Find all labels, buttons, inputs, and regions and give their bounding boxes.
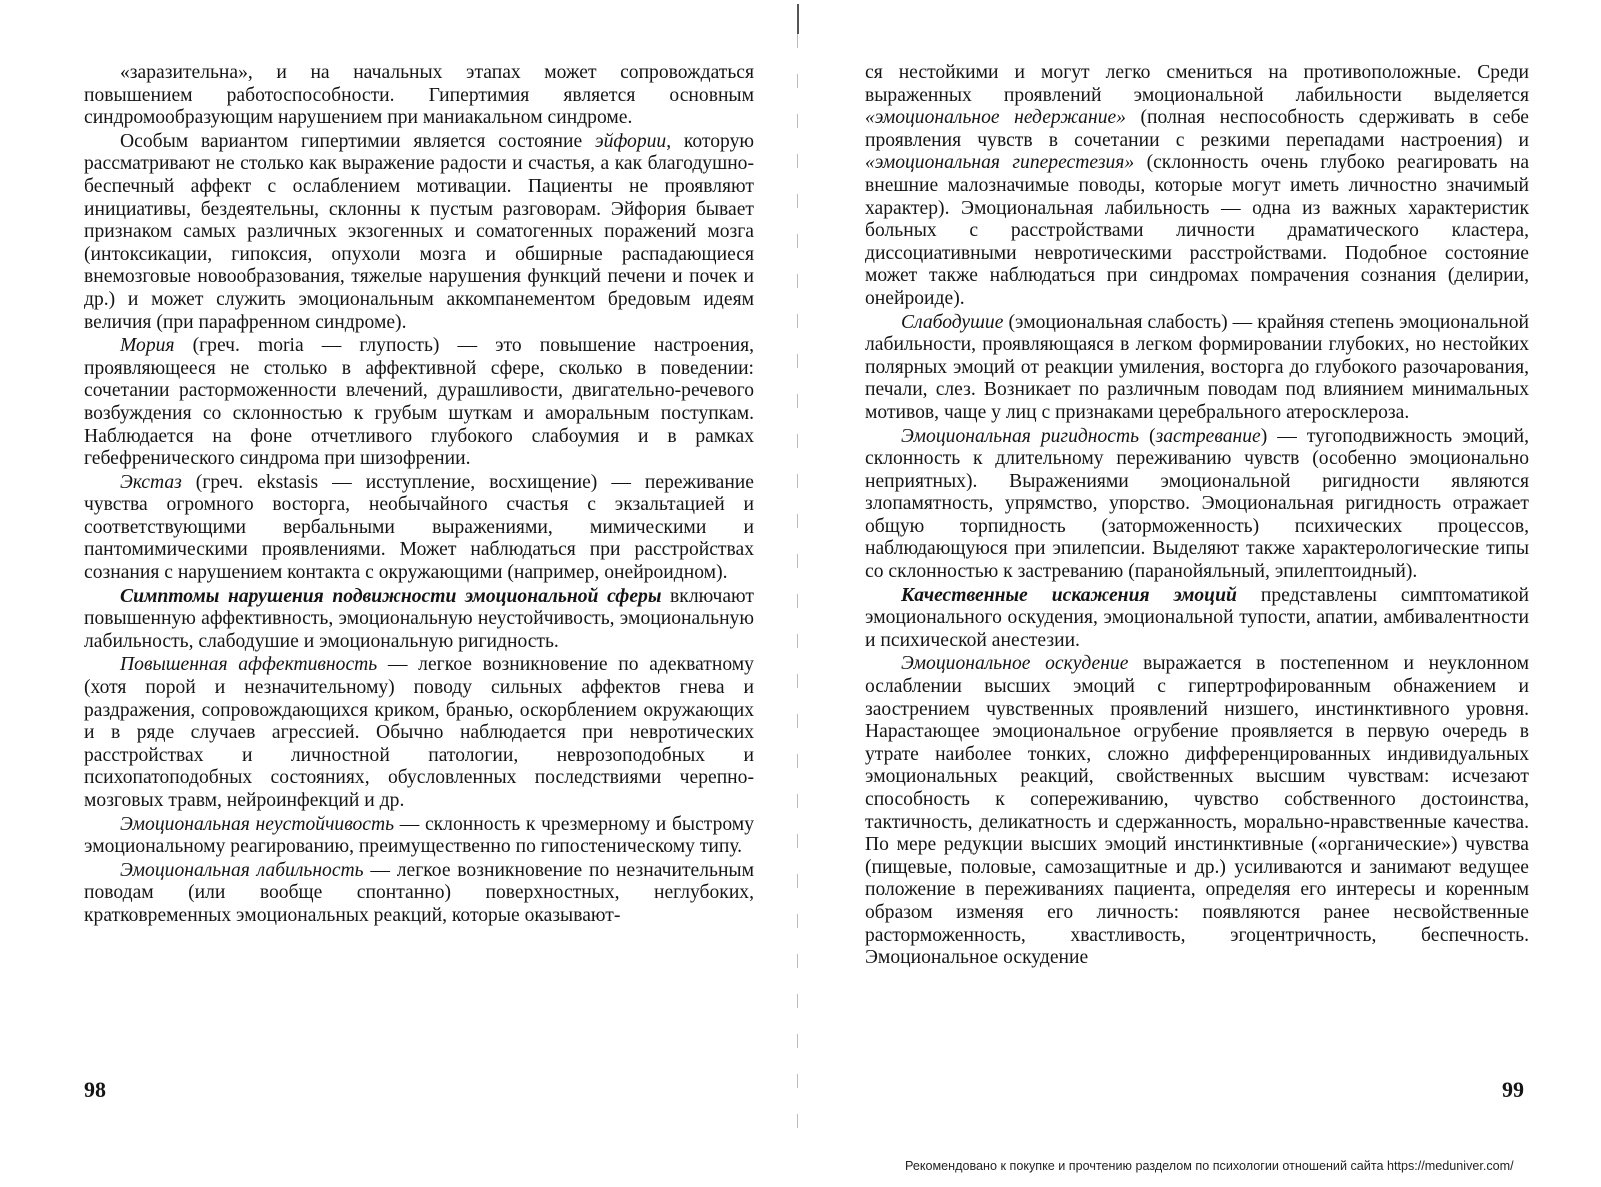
- emphasis-term: Эмоциональное оскудение: [901, 653, 1129, 675]
- gutter-shadow: [797, 4, 799, 34]
- text-run: Особым вариантом гипертимии является состояние: [120, 130, 595, 152]
- emphasis-term: «эмоциональное недержание»: [865, 107, 1126, 129]
- text-run: (греч. ekstasis — исступление, восхищение) — переживание чувства огромного восторга, необычайного счастья с экзальтацией и соответствующими вербальными выражениями, мимическими и пантомимическими проявлениями. Может наблюдаться при расстройствах сознания с нарушением контакта с окружающими (например, онейроидном).: [84, 471, 754, 584]
- emphasis-term: Экстаз: [120, 471, 182, 493]
- paragraph: [865, 585, 1529, 653]
- emphasis-term: Повышенная аффективность: [120, 654, 378, 676]
- left-page: [84, 62, 754, 928]
- emphasis-term: Качественные искажения эмоций: [901, 584, 1237, 606]
- text-run: представлены симптоматикой эмоционального оскудения, эмоциональной тупости, апатии, амбивалентности и психической анестезии.: [865, 584, 1530, 651]
- right-page-number: 99: [1502, 1077, 1524, 1102]
- text-run: (: [1139, 425, 1156, 447]
- text-run: (греч. moria — глупость) — это повышение настроения, проявляющееся не столько в аффективной сфере, сколько в поведении: сочетании расторможенности влечений, дурашливости, двигательно-речевого возбуждения со склонностью к грубым шуткам и аморальным поступкам. Наблюдается на фоне отчетливого глубокого слабоумия и в рамках гебефренического синдрома при шизофрении.: [84, 335, 754, 470]
- gutter-dashes: [797, 34, 798, 1144]
- footer-recommendation: Рекомендовано к покупке и прочтению разделом по психологии отношений сайта https://meduniver.com/: [905, 1159, 1514, 1173]
- text-run: , которую рассматривают не столько как выражение радости и счастья, а как благодушно-беспечный аффект с ослаблением мотивации. Пациенты не проявляют инициативы, бездеятельны, склонны к пустым разговорам. Эйфория бывает признаком самых различных экзогенных и соматогенных поражений мозга (интоксикации, гипоксия, опухоли мозга и обширные распадающиеся внемозговые новообразования, тяжелые нарушения функций печени и почек и др.) и может служить эмоциональным аккомпанементом бредовым идеям величия (при парафренном синдроме).: [84, 130, 754, 333]
- paragraph: [84, 472, 754, 585]
- emphasis-term: Симптомы нарушения подвижности эмоциональной сферы: [120, 585, 662, 607]
- paragraph: [84, 131, 754, 334]
- emphasis-term: эйфории: [594, 130, 667, 152]
- emphasis-term: Эмоциональная ригидность: [901, 425, 1140, 447]
- paragraph: [84, 654, 754, 812]
- right-page: [865, 62, 1529, 970]
- emphasis-term: Слабодушие: [901, 311, 1004, 333]
- text-run: ся нестойкими и могут легко смениться на противоположные. Среди выраженных проявлений эмоциональной лабильности выделяется: [865, 62, 1529, 106]
- text-run: — склонность к чрезмерному и быстрому эмоциональному реагированию, преимущественно по гипостеническому типу.: [84, 813, 754, 858]
- emphasis-term: застревание: [1155, 425, 1261, 447]
- book-gutter: [797, 0, 799, 1187]
- text-run: ) — тугоподвижность эмоций, склонность к длительному переживанию чувств (особенно эмоционально неприятных). Выражениями эмоциональной ригидности являются злопамятность, упрямство, упорство. Эмоциональная ригидность отражает общую торпидность (заторможенность) психических процессов, наблюдающуюся при эпилепсии. Выделяют также характерологические типы со склонностью к застреванию (паранойяльный, эпилептоидный).: [865, 425, 1529, 583]
- text-run: «заразительна», и на начальных этапах может сопровождаться повышением работоспособности. Гипертимия является основным синдромообразующим нарушением при маниакальном синдроме.: [84, 62, 754, 129]
- paragraph: [865, 62, 1529, 311]
- text-run: (склонность очень глубоко реагировать на внешние малозначимые поводы, которые могут иметь личностно значимый характер). Эмоциональная лабильность — одна из важных характеристик больных с расстройствами личности драматического кластера, диссоциативными невротическими расстройствами. Подобное состояние может также наблюдаться при синдромах помрачения сознания (делирии, онейроиде).: [865, 152, 1530, 309]
- paragraph: [84, 62, 754, 130]
- emphasis-term: «эмоциональная гиперестезия»: [865, 152, 1135, 174]
- paragraph: [865, 312, 1529, 425]
- text-run: (эмоциональная слабость) — крайняя степень эмоциональной лабильности, проявляющаяся в легком формировании глубоких, но нестойких полярных эмоций от реакции умиления, восторга до глубокого разочарования, печали, слез. Возникает по различным поводам под влиянием минимальных мотивов, чаще у лиц с признаками церебрального атеросклероза.: [865, 311, 1529, 423]
- text-run: (полная неспособность сдерживать в себе проявления чувств в сочетании с резкими перепадами настроения) и: [865, 107, 1529, 151]
- text-run: — легкое возникновение по незначительным поводам (или вообще спонтанно) поверхностных, неглубоких, кратковременных эмоциональных реакций, которые оказывают-: [84, 859, 754, 926]
- paragraph: [84, 335, 754, 471]
- text-run: выражается в постепенном и неуклонном ослаблении высших эмоций с гипертрофированным обнажением и заострением чувственных проявлений низшего, инстинктивного уровня. Нарастающее эмоциональное огрубение проявляется в первую очередь в утрате наиболее тонких, сложно дифференцированных индивидуальных эмоциональных реакций, свойственных высшим чувствам: исчезают способность к сопереживанию, чувство собственного достоинства, тактичность, деликатность и сдержанность, морально-нравственные качества. По мере редукции высших эмоций инстинктивные («органические») чувства (пищевые, половые, самозащитные и др.) усиливаются и занимают ведущее положение в переживаниях пациента, определяя его интересы и коренным образом изменяя его личность: появляются ранее несвойственные расторможенность, хвастливость, эгоцентричность, беспечность. Эмоциональное оскудение: [865, 653, 1529, 969]
- paragraph: [84, 814, 754, 859]
- paragraph: [865, 426, 1529, 584]
- emphasis-term: Эмоциональная лабильность: [120, 859, 364, 881]
- paragraph: [84, 860, 754, 928]
- text-run: — легкое возникновение по адекватному (хотя порой и незначительному) поводу сильных аффектов гнева и раздражения, сопровождающихся криком, бранью, оскорблением окружающих и в ряде случаев агрессией. Обычно наблюдается при невротических расстройствах и личностной патологии, неврозоподобных и психопатоподобных состояниях, обусловленных последствиями черепно-мозговых травм, нейроинфекций и др.: [84, 654, 754, 811]
- text-run: включают повышенную аффективность, эмоциональную неустойчивость, эмоциональную лабильность, слабодушие и эмоциональную ригидность.: [84, 585, 754, 652]
- emphasis-term: Мория: [120, 335, 175, 357]
- paragraph: [84, 586, 754, 654]
- paragraph: [865, 653, 1529, 969]
- left-page-number: 98: [84, 1077, 106, 1102]
- emphasis-term: Эмоциональная неустойчивость: [120, 813, 395, 835]
